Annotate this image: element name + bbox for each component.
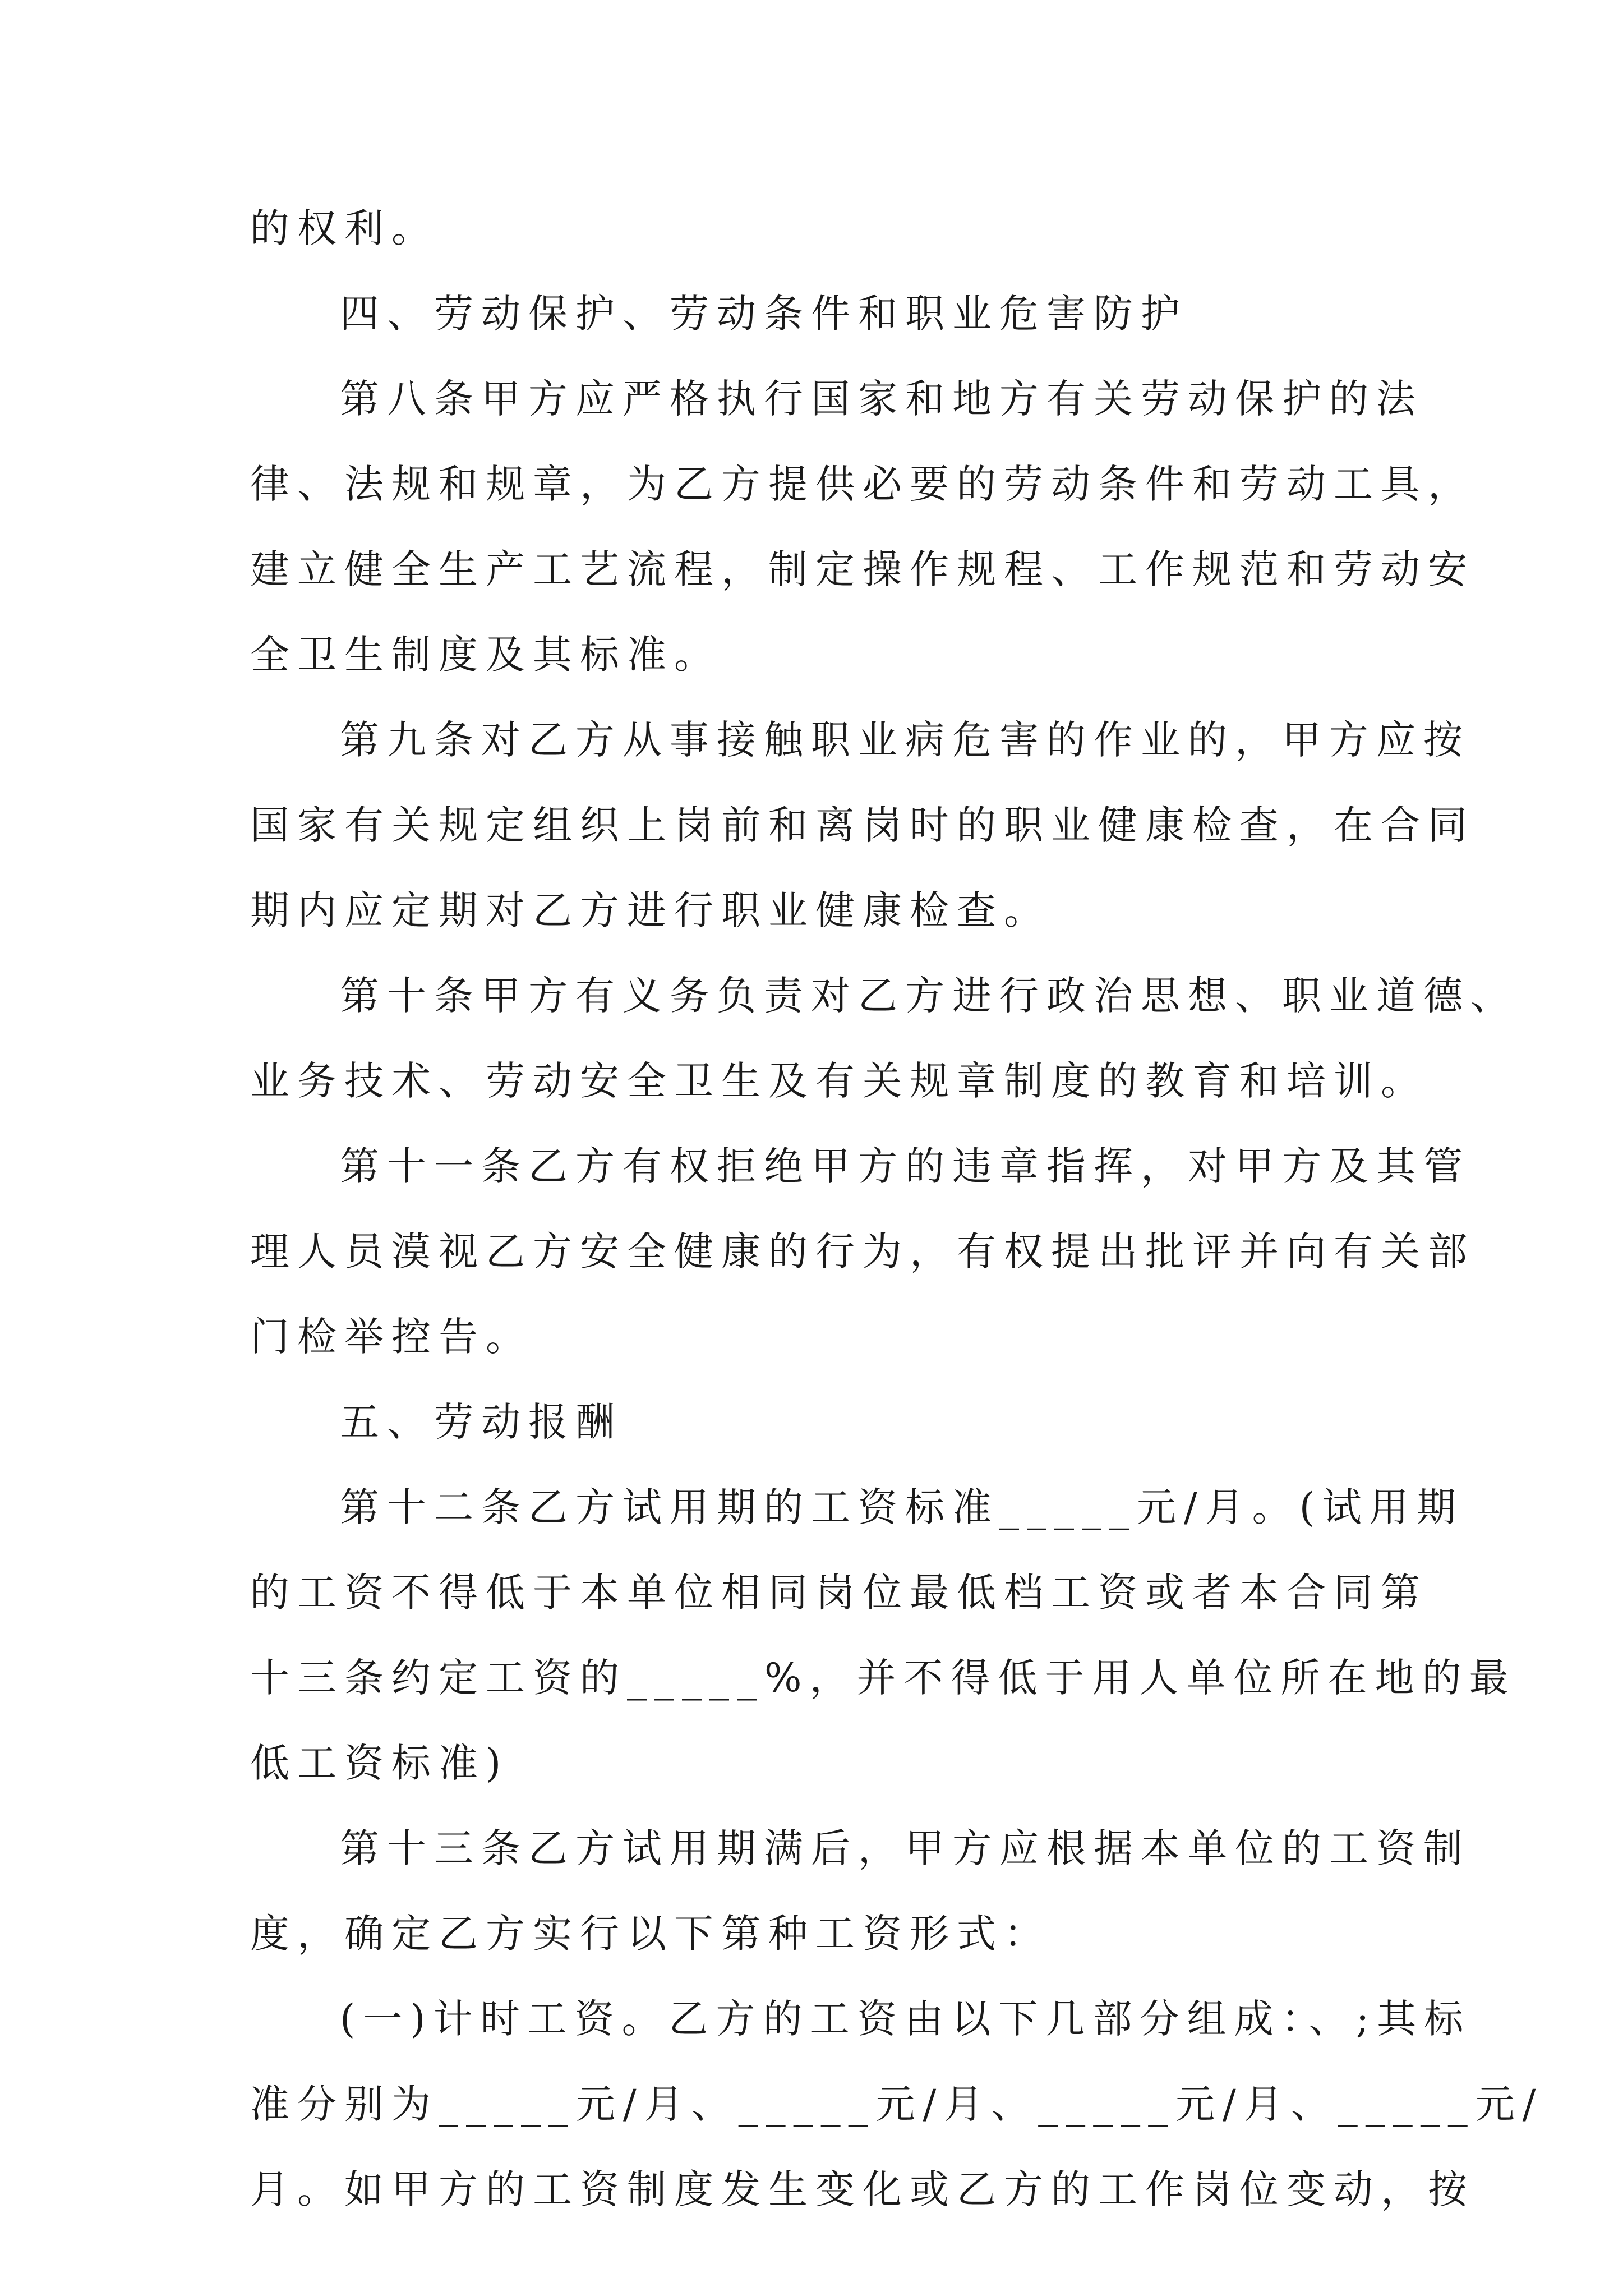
text-line: 门检举控告。	[250, 1314, 533, 1360]
text-line: 理人员漠视乙方安全健康的行为，有权提出批评并向有关部	[250, 1228, 1475, 1274]
text-line: 的权利。	[250, 205, 439, 251]
text-line: 第八条甲方应严格执行国家和地方有关劳动保护的法	[340, 376, 1423, 422]
text-line: 的工资不得低于本单位相同岗位最低档工资或者本合同第	[250, 1570, 1428, 1616]
text-line: 准分别为_____元/月、_____元/月、_____元/月、_____元/	[250, 2081, 1544, 2127]
section-heading: 四、劳动保护、劳动条件和职业危害防护	[340, 291, 1188, 337]
text-line: 全卫生制度及其标准。	[250, 632, 721, 678]
text-line: 建立健全生产工艺流程，制定操作规程、工作规范和劳动安	[250, 546, 1475, 592]
text-line: (一)计时工资。乙方的工资由以下几部分组成：、;其标	[340, 1996, 1472, 2042]
text-line: 第十一条乙方有权拒绝甲方的违章指挥，对甲方及其管	[340, 1143, 1470, 1189]
text-line: 月。如甲方的工资制度发生变化或乙方的工作岗位变动，按	[250, 2166, 1475, 2212]
text-line: 第九条对乙方从事接触职业病危害的作业的，甲方应按	[340, 717, 1470, 763]
text-line: 律、法规和规章，为乙方提供必要的劳动条件和劳动工具，	[250, 461, 1475, 507]
text-line: 国家有关规定组织上岗前和离岗时的职业健康检查，在合同	[250, 802, 1475, 848]
text-line: 十三条约定工资的_____%，并不得低于用人单位所在地的最	[250, 1655, 1516, 1701]
section-heading: 五、劳动报酬	[340, 1399, 623, 1445]
text-line: 第十二条乙方试用期的工资标准_____元/月。(试用期	[340, 1484, 1464, 1530]
text-line: 度，确定乙方实行以下第种工资形式：	[250, 1911, 1051, 1957]
text-line: 第十三条乙方试用期满后，甲方应根据本单位的工资制	[340, 1825, 1470, 1871]
text-line: 低工资标准)	[250, 1740, 509, 1786]
text-line: 期内应定期对乙方进行职业健康检查。	[250, 887, 1051, 933]
text-line: 第十条甲方有义务负责对乙方进行政治思想、职业道德、	[340, 973, 1518, 1019]
text-line: 业务技术、劳动安全卫生及有关规章制度的教育和培训。	[250, 1058, 1428, 1104]
